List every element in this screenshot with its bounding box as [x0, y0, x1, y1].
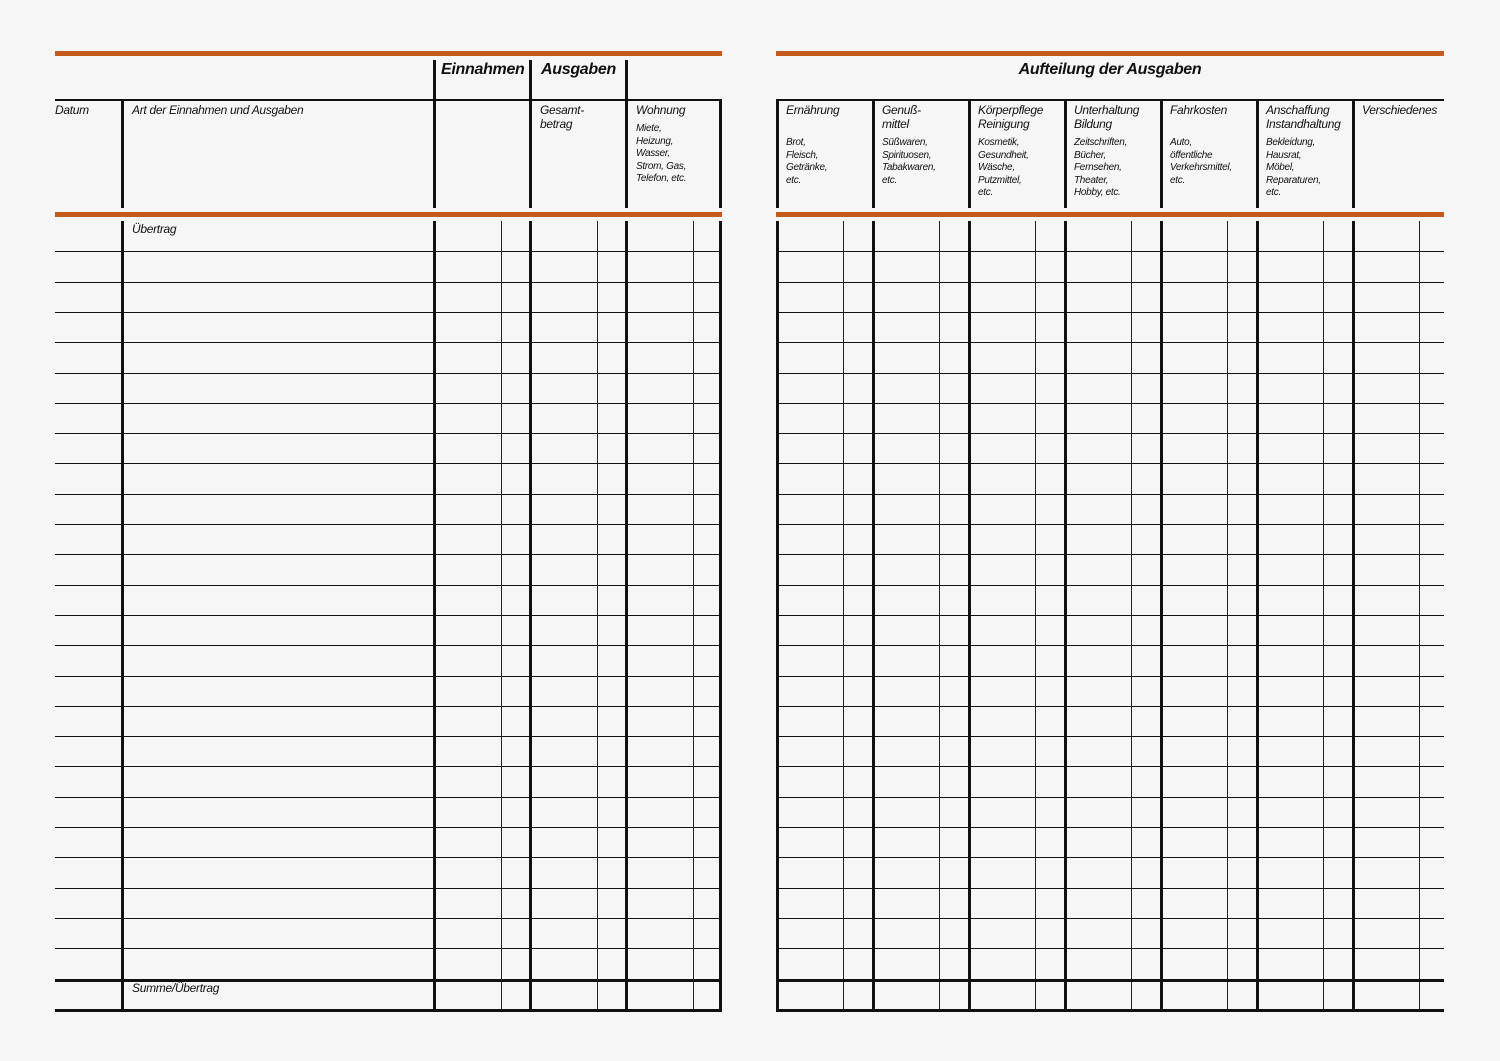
category-examples: Auto, öffentliche Verkehrsmittel, etc.	[1170, 137, 1232, 186]
column-line	[968, 221, 971, 1011]
category-header	[1170, 103, 1260, 187]
table-row-line	[55, 282, 722, 283]
table-row-line	[776, 615, 1444, 616]
sum-carry-over-label: Summe/Übertrag	[132, 981, 220, 995]
column-divider	[529, 100, 532, 208]
category-title: Ernährung	[786, 103, 840, 117]
table-row-line	[55, 736, 722, 737]
table-row-line	[55, 797, 722, 798]
table-row-line	[55, 433, 722, 434]
table-row-line	[55, 766, 722, 767]
table-row-line	[776, 857, 1444, 858]
table-row-line	[55, 373, 722, 374]
table-row-line	[55, 827, 722, 828]
category-header	[786, 103, 876, 187]
table-row-line	[776, 494, 1444, 495]
column-line	[1064, 221, 1067, 1011]
column-line	[1256, 221, 1259, 1011]
table-row-line	[55, 857, 722, 858]
header-rule-left	[55, 99, 722, 101]
top-accent-bar-left	[55, 51, 722, 56]
column-divider	[968, 100, 971, 208]
group-divider	[625, 60, 628, 102]
category-title: Fahrkosten	[1170, 103, 1228, 117]
table-row-line	[776, 433, 1444, 434]
column-header-description: Art der Einnahmen und Ausgaben	[132, 103, 304, 117]
category-examples: Süßwaren, Spirituosen, Tabakwaren, etc.	[882, 137, 936, 186]
column-line	[1160, 221, 1163, 1011]
category-title: Unterhaltung Bildung	[1074, 103, 1140, 131]
category-header	[1074, 103, 1164, 200]
category-examples: Zeitschriften, Bücher, Fernsehen, Theater, Hobby, etc.	[1074, 137, 1128, 199]
table-row-line	[55, 706, 722, 707]
category-title: Anschaffung Instandhaltung	[1266, 103, 1341, 131]
column-divider	[719, 100, 722, 208]
table-row-line	[776, 706, 1444, 707]
category-title: Verschiedenes	[1362, 103, 1438, 117]
table-row-line	[776, 524, 1444, 525]
table-row-line	[776, 251, 1444, 252]
column-divider	[1064, 100, 1067, 208]
top-accent-bar-right	[776, 51, 1444, 56]
table-row-line	[55, 524, 722, 525]
category-title: Genuß- mittel	[882, 103, 921, 131]
group-divider	[433, 60, 436, 102]
column-header-housing-examples: Miete, Heizung, Wasser, Strom, Gas, Telefon, etc.	[636, 123, 687, 185]
table-row-line	[776, 554, 1444, 555]
table-row-line	[55, 342, 722, 343]
table-row-line	[776, 827, 1444, 828]
column-divider	[121, 100, 124, 208]
table-row-line	[55, 463, 722, 464]
table-row-line	[776, 797, 1444, 798]
table-row-line	[55, 676, 722, 677]
category-examples: Kosmetik, Gesundheit, Wäsche, Putzmittel, etc.	[978, 137, 1029, 199]
category-examples: Bekleidung, Hausrat, Möbel, Reparaturen, etc.	[1266, 137, 1321, 199]
column-divider	[625, 100, 628, 208]
table-row-line	[776, 645, 1444, 646]
cents-divider	[693, 221, 694, 1010]
column-line	[121, 221, 124, 1011]
header-accent-bar-right	[776, 212, 1444, 217]
table-row-line	[776, 979, 1444, 982]
column-header-housing	[636, 103, 686, 186]
group-divider	[529, 60, 532, 102]
column-header-total: Gesamt- betrag	[540, 103, 584, 131]
column-line	[872, 221, 875, 1011]
table-row-line	[55, 554, 722, 555]
header-rule-right	[776, 99, 1444, 101]
carry-over-label: Übertrag	[132, 222, 177, 236]
table-row-line	[776, 766, 1444, 767]
table-row-line	[55, 585, 722, 586]
column-line	[433, 221, 436, 1011]
table-row-line	[55, 251, 722, 252]
table-row-line	[776, 736, 1444, 737]
column-header-housing-title: Wohnung	[636, 103, 686, 117]
category-header	[1362, 103, 1452, 117]
income-group-header: Einnahmen	[441, 61, 525, 78]
table-row-line	[776, 676, 1444, 677]
table-row-line	[776, 403, 1444, 404]
column-divider	[433, 100, 436, 208]
table-row-line	[55, 494, 722, 495]
category-header	[1266, 103, 1356, 200]
header-accent-bar-left	[55, 212, 722, 217]
column-divider	[776, 100, 779, 208]
column-line	[529, 221, 532, 1011]
table-row-line	[55, 403, 722, 404]
column-divider	[1160, 100, 1163, 208]
table-row-line	[55, 918, 722, 919]
table-row-line	[776, 373, 1444, 374]
cents-divider	[501, 221, 502, 1010]
column-header-date: Datum	[55, 103, 89, 117]
category-header	[882, 103, 972, 187]
table-row-line	[776, 342, 1444, 343]
column-line	[776, 221, 779, 1011]
table-row-line	[776, 585, 1444, 586]
table-row-line	[776, 948, 1444, 949]
column-line	[1352, 221, 1355, 1011]
table-row-line	[776, 312, 1444, 313]
category-title: Körperpflege Reinigung	[978, 103, 1044, 131]
table-row-line	[55, 645, 722, 646]
column-divider	[1256, 100, 1259, 208]
table-row-line	[55, 312, 722, 313]
table-row-line	[55, 615, 722, 616]
table-row-line	[776, 888, 1444, 889]
table-row-line	[776, 282, 1444, 283]
column-divider	[1352, 100, 1355, 208]
category-examples: Brot, Fleisch, Getränke, etc.	[786, 137, 828, 186]
expense-breakdown-title: Aufteilung der Ausgaben	[1018, 61, 1202, 78]
column-line	[625, 221, 628, 1011]
cents-divider	[597, 221, 598, 1010]
table-row-line	[55, 948, 722, 949]
table-row-line	[776, 918, 1444, 919]
column-divider	[872, 100, 875, 208]
expenses-group-header: Ausgaben	[541, 61, 616, 78]
table-row-line	[776, 1009, 1444, 1012]
column-line	[719, 221, 722, 1011]
table-row-line	[55, 1009, 722, 1012]
table-row-line	[776, 463, 1444, 464]
category-header	[978, 103, 1068, 200]
table-row-line	[55, 888, 722, 889]
